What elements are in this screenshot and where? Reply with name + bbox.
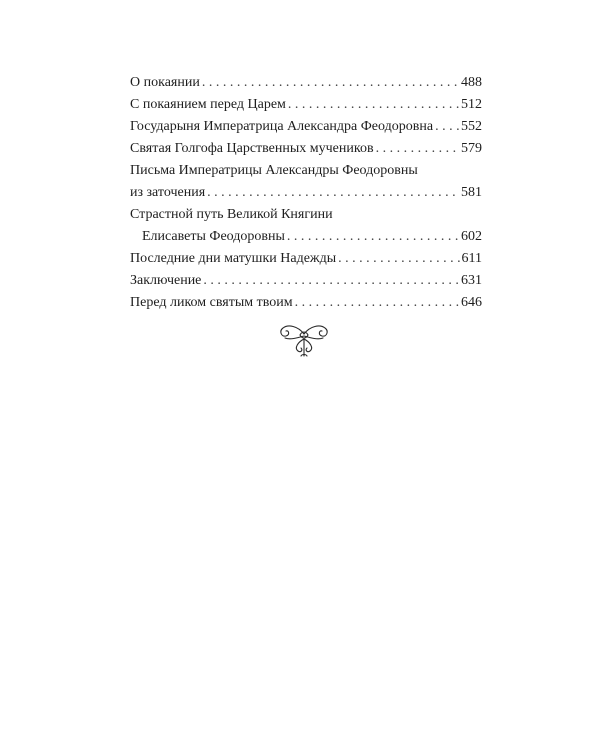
- leader-dots: [202, 72, 459, 94]
- toc-entry-page: 602: [461, 229, 482, 244]
- leader-dots: [203, 270, 459, 292]
- toc-entry[interactable]: [130, 160, 482, 204]
- toc-entry[interactable]: [130, 292, 482, 314]
- toc-entry-page: 581: [461, 185, 482, 200]
- toc-entry-page: 512: [461, 97, 482, 112]
- toc-entry-title-line: Письма Императрицы Александры Феодоровны: [130, 163, 418, 178]
- flourish-ornament-icon: [276, 320, 332, 360]
- toc-entry-title: Перед ликом святым твоим: [130, 295, 293, 310]
- leader-dots: [288, 94, 459, 116]
- leader-dots: [295, 292, 459, 314]
- toc-entry-page: 646: [461, 295, 482, 310]
- toc-entry-title: Последние дни матушки Надежды: [130, 251, 337, 266]
- toc-entry-page: 552: [461, 119, 482, 134]
- toc-entry[interactable]: [130, 138, 482, 160]
- leader-dots: [338, 248, 459, 270]
- toc-entry-title-continuation: Елисаветы Феодоровны: [142, 229, 285, 244]
- toc-entry-title: С покаянием перед Царем: [130, 97, 286, 112]
- toc-entry[interactable]: [130, 116, 482, 138]
- toc-entry-title: Государыня Императрица Александра Феодоровна: [130, 119, 434, 134]
- leader-dots: [435, 116, 459, 138]
- table-of-contents: [130, 72, 482, 314]
- toc-entry-page: 631: [461, 273, 482, 288]
- toc-entry-title: Святая Голгофа Царственных мучеников: [130, 141, 374, 156]
- leader-dots: [287, 226, 459, 248]
- toc-entry-title: О покаянии: [130, 75, 200, 90]
- toc-entry[interactable]: [130, 94, 482, 116]
- toc-entry[interactable]: [130, 72, 482, 94]
- leader-dots: [207, 182, 459, 204]
- toc-entry-page: 611: [461, 251, 482, 266]
- toc-entry-title: Заключение: [130, 273, 202, 288]
- toc-entry-page: 579: [461, 141, 482, 156]
- toc-entry[interactable]: [130, 248, 482, 270]
- toc-entry[interactable]: [130, 204, 482, 248]
- toc-entry-page: 488: [461, 75, 482, 90]
- toc-entry-title-line: Страстной путь Великой Княгини: [130, 207, 333, 222]
- toc-entry-title-continuation: из заточения: [130, 185, 206, 200]
- toc-entry[interactable]: [130, 270, 482, 292]
- leader-dots: [376, 138, 459, 160]
